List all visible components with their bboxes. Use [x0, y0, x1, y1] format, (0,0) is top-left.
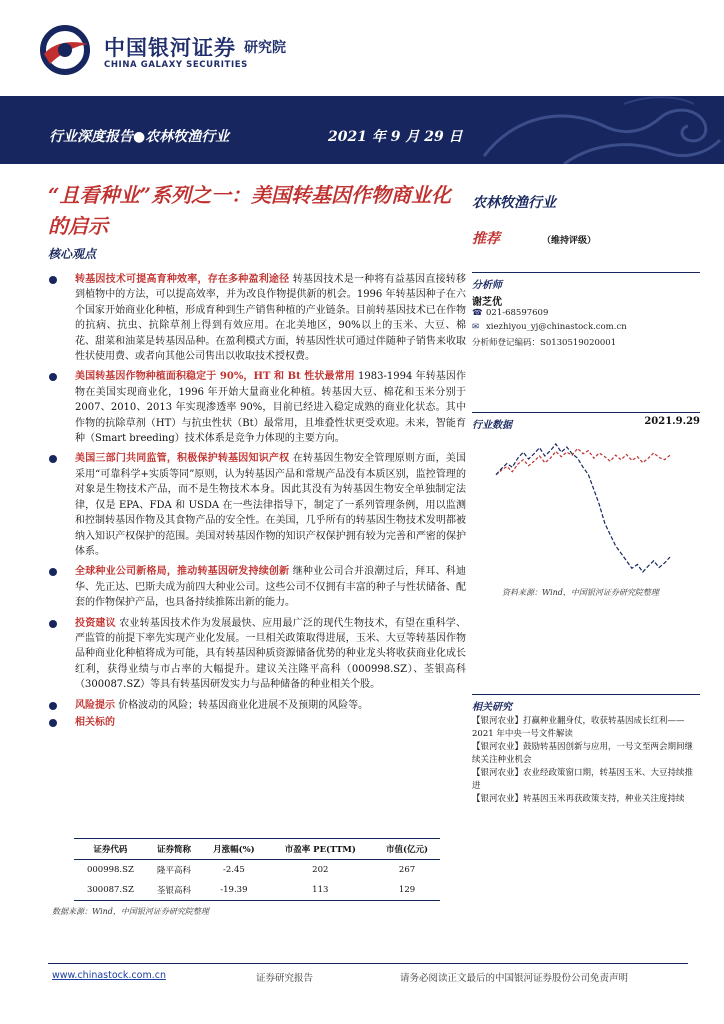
related-research-item[interactable]: 【银河农业】打赢种业翻身仗，收获转基因成长红利——2021 年中央一号文件解读	[472, 716, 685, 739]
sidebar	[472, 180, 700, 804]
paragraph-text: 继种业公司合并浪潮过后，拜耳、科迪华、先正达、巴斯夫成为前四大种业公司。这些公司不仅拥有丰富的种子与性状储备、配套的作物保护产品，也具备持续推陈出新的能力。	[75, 566, 467, 609]
analyst-reg: 分析师登记编码：S0130519020001	[472, 338, 617, 348]
analyst-header: 分析师	[472, 280, 502, 291]
sidebar-industry: 农林牧渔行业	[472, 195, 556, 211]
table-cell: 113	[267, 880, 375, 901]
rating-note: （维持评级）	[542, 236, 597, 246]
table-row	[74, 880, 440, 901]
report-date: 2021 年 9 月 29 日	[328, 129, 463, 145]
banner-cloud-decoration	[424, 96, 724, 164]
table-cell: 隆平高科	[157, 866, 192, 876]
divider	[472, 694, 700, 695]
industry-data-date: 2021.9.29	[644, 416, 700, 427]
logo-text-cn: 中国银河证券	[104, 36, 236, 60]
footer-disclaimer: 请务必阅读正文最后的中国银河证券股份公司免责声明	[400, 973, 629, 984]
analyst-phone-row	[472, 308, 548, 318]
table-cell: 300087.SZ	[74, 880, 147, 901]
chart-series-line-0	[496, 449, 670, 475]
column-header: 市盈率 PE(TTM)	[267, 839, 375, 860]
analyst-email[interactable]: xiezhiyou_yj@chinastock.com.cn	[486, 322, 627, 332]
paragraph-highlight: 相关标的	[75, 716, 115, 728]
paragraph-text: 价格波动的风险；转基因商业化进展不及预期的风险等。	[115, 699, 369, 711]
column-header: 月涨幅(%)	[201, 839, 266, 860]
main-content	[48, 272, 466, 732]
core-views-label: 核心观点	[48, 247, 97, 261]
paragraph-highlight: 美国三部门共同监管，积极保护转基因知识产权	[75, 453, 290, 465]
report-title: “且看种业”系列之一：美国转基因作物商业化的启示	[48, 183, 452, 238]
table-cell: 129	[374, 880, 440, 901]
table-cell: 000998.SZ	[86, 865, 134, 875]
phone-icon: ☎	[472, 308, 483, 318]
related-research-item[interactable]: 【银河农业】农业经政策窗口期，转基因玉米、大豆持续推进	[472, 768, 694, 791]
footer-website-link[interactable]: www.chinastock.com.cn	[52, 970, 166, 981]
bullet-icon	[49, 373, 57, 381]
paragraph	[48, 698, 466, 713]
table-cell: 荃银高科	[147, 880, 201, 901]
logo-dept: 研究院	[244, 40, 286, 56]
paragraph-text: 转基因技术是一种将有益基因直接转移到植物中的方法，可以提高效率，并为改良作物提供新的机会。1996 年转基因种子在六个国家开始商业化种植，形成育种到生产销售种植的产业链条。目前转基因技术已在作物的抗病、抗虫、抗除草剂上得到有效应用。在北美地区，90%以上的玉米、大豆、棉花、甜菜和油菜是转基因品种。在盈利模式方面，转基因性状可通过伴随种子销售来收取性状使用费、或者向其他公司售出以收取技术授权费。	[75, 274, 467, 363]
company-logo	[38, 24, 338, 76]
table-cell: 267	[398, 865, 416, 875]
table-row	[74, 860, 440, 881]
analyst-email-row	[472, 322, 627, 332]
table-cell: -2.45	[222, 865, 245, 875]
paragraph-text: 农业转基因技术作为发展最快、应用最广泛的现代生物技术，有望在重科学、严监管的前提下率先实现产业化发展。一旦相关政策取得进展，玉米、大豆等转基因作物品种商业化种植将成为可能，具有转基因种质资源储备优势的种业龙头将收获商业化成长红利，获得业绩与市占率的大幅提升。建议关注隆平高科（000998.SZ）、荃银高科（300087.SZ）等具有转基因研发实力与品种储备的种业相关个股。	[75, 617, 466, 691]
table-cell: -19.39	[201, 880, 266, 901]
divider	[472, 272, 700, 273]
table-header-row	[74, 839, 440, 860]
bullet-icon	[49, 455, 57, 463]
industry-data-title: 行业数据	[472, 420, 512, 431]
paragraph	[48, 715, 466, 730]
table-cell: 202	[312, 865, 329, 875]
email-icon: ✉	[472, 322, 480, 332]
related-research-item[interactable]: 【银河农业】鼓励转基因创新与应用，一号文至两会期间继续关注种业机会	[472, 742, 694, 765]
paragraph-highlight: 转基因技术可提高育种效率，存在多种盈利途径	[75, 274, 290, 285]
chart-source: 资料来源：Wind，中国银河证券研究院整理	[502, 588, 659, 597]
paragraph-highlight: 全球种业公司新格局，推动转基因研发持续创新	[75, 566, 290, 578]
related-stocks-table	[74, 838, 440, 901]
paragraph	[48, 616, 466, 693]
related-research-item[interactable]: 【银河农业】转基因玉米再获政策支持，种业关注度持续	[472, 794, 685, 804]
analyst-name: 谢芝优	[472, 297, 502, 308]
bullet-icon	[49, 620, 57, 628]
bullet-icon	[49, 568, 57, 576]
industry-chart	[472, 434, 700, 582]
galaxy-logo-icon	[38, 24, 92, 76]
related-research-list	[472, 715, 700, 806]
paragraph	[48, 451, 466, 559]
paragraph-text: 在转基因生物安全管理原则方面，美国采用“可靠科学+实质等同”原则，认为转基因产品和常规产品没有本质区别，监控管理的对象是生物技术产品，而不是生物技术本身。因此其没有为转基因生物安全单独制定法律，仅是 EPA、FDA 和 USDA 在一些法律指导下，制定了一系列管理条例，用以监测和控制转基因作物及其食物产品的安全性。在美国，几乎所有的转基因生物技术发明都被纳入知识产权保护的范围。美国对转基因作物的知识产权保护拥有较为完善和严密的保护体系。	[75, 453, 467, 557]
footer-center-text: 证券研究报告	[256, 973, 314, 984]
bullet-icon	[49, 276, 57, 284]
header-banner	[0, 96, 724, 164]
paragraph-highlight: 美国转基因作物种植面积稳定于 90%，HT 和 Bt 性状最常用	[75, 371, 355, 383]
bullet-icon	[49, 702, 57, 710]
analyst-phone: 021-68597609	[486, 308, 549, 318]
related-research-header: 相关研究	[472, 702, 512, 713]
column-header: 市值(亿元)	[374, 839, 440, 860]
column-header: 证券代码	[74, 839, 147, 860]
paragraph-highlight: 风险提示	[75, 699, 115, 711]
industry-data-header	[472, 416, 700, 431]
footer-divider	[48, 963, 688, 964]
paragraph	[48, 564, 466, 610]
paragraph	[48, 272, 466, 364]
column-header: 证券简称	[147, 839, 201, 860]
rating: 推荐	[472, 231, 500, 247]
logo-text-en: CHINA GALAXY SECURITIES	[104, 60, 248, 70]
chart-series-line-1	[496, 444, 670, 572]
bullet-icon	[49, 719, 57, 727]
paragraph	[48, 369, 466, 446]
divider	[472, 412, 700, 413]
paragraph-text: 1983-1994 年转基因作物在美国实现商业化，1996 年开始大量商业化种植。转基因大豆、棉花和玉米分别于 2007、2010、2013 年实现渗透率 90%，目前已经进入稳定成熟的商业化状态。其中作物的抗除草剂（HT）与抗虫性状（Bt）最常用，且堆叠性状更受欢迎。未来，智能育种（Smart breeding）技术体系是竞争力体现的主要方向。	[75, 371, 466, 445]
report-category: 行业深度报告●农林牧渔行业	[49, 129, 230, 145]
paragraph-highlight: 投资建议	[75, 617, 116, 629]
table-source: 数据来源：Wind，中国银河证券研究院整理	[52, 907, 209, 916]
